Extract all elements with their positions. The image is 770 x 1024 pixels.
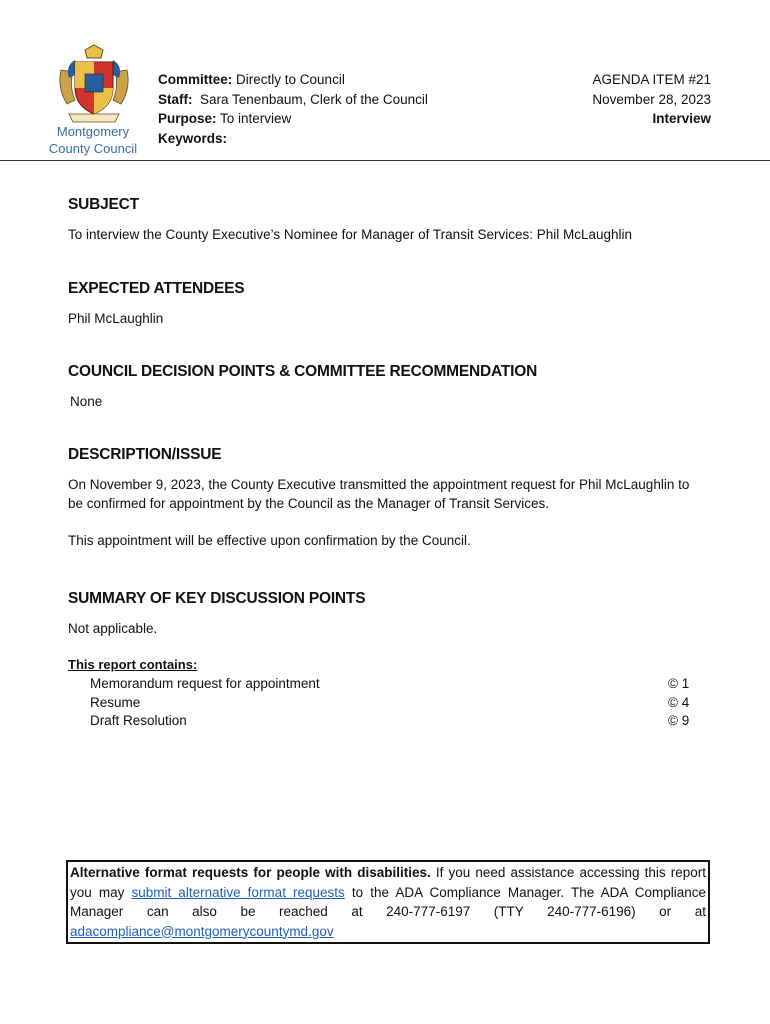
staff-line: Staff: Sara Tenenbaum, Clerk of the Council xyxy=(158,91,428,107)
logo-text-line1: Montgomery xyxy=(56,124,130,139)
list-item xyxy=(90,712,690,731)
attendees-text: Phil McLaughlin xyxy=(68,311,164,326)
county-seal-logo xyxy=(55,44,133,126)
keywords-line: Keywords: xyxy=(158,130,228,146)
ada-email-link[interactable]: adacompliance@montgomerycountymd.gov xyxy=(70,923,334,939)
contents-item-label: Draft Resolution xyxy=(90,713,187,728)
agenda-item-number: AGENDA ITEM #21 xyxy=(592,72,711,87)
subject-text: To interview the County Executive’s Nominee for Manager of Transit Services: Phil McLaughlin xyxy=(68,227,633,242)
subject-heading: SUBJECT xyxy=(68,196,139,213)
description-heading: DESCRIPTION/ISSUE xyxy=(68,446,222,463)
attendees-heading: EXPECTED ATTENDEES xyxy=(68,280,245,297)
meta-block xyxy=(158,70,428,148)
description-text: On November 9, 2023, the County Executive transmitted the appointment request for Phil McLaughlin to be confirmed for appointment by the Council as the Manager of Transit Services. xyxy=(68,477,690,511)
description-text-2: This appointment will be effective upon confirmation by the Council. xyxy=(68,533,471,548)
list-item xyxy=(90,694,690,713)
list-item xyxy=(90,675,690,694)
accessibility-notice xyxy=(66,860,710,944)
contents-item-page: © 4 xyxy=(668,694,690,710)
agenda-type: Interview xyxy=(652,111,711,126)
notice-text-1: If you need assistance accessing this report you may xyxy=(70,865,706,900)
contents-title: This report contains: xyxy=(68,657,198,672)
decision-text: None xyxy=(70,394,103,409)
purpose-line: Purpose: To interview xyxy=(158,111,292,126)
summary-heading: SUMMARY OF KEY DISCUSSION POINTS xyxy=(68,590,366,607)
contents-item-page: © 9 xyxy=(668,713,690,728)
notice-bold-text: Alternative format requests for people with disabilities. xyxy=(70,865,431,880)
agenda-block xyxy=(592,70,711,129)
summary-text: Not applicable. xyxy=(68,621,158,636)
logo-wordmark xyxy=(40,123,146,157)
contents-item-label: Resume xyxy=(90,694,141,710)
contents-item-label: Memorandum request for appointment xyxy=(90,676,320,691)
alternative-format-link[interactable]: submit alternative format requests xyxy=(131,884,345,900)
contents-list xyxy=(90,675,690,731)
committee-line: Committee: Directly to Council xyxy=(158,72,345,87)
notice-text-2: to the ADA Compliance Manager. The ADA Compliance Manager can also be reached at 240-777-6197 (TTY 240-777-6196) or at xyxy=(70,884,706,919)
decision-heading: COUNCIL DECISION POINTS & COMMITTEE RECOMMENDATION xyxy=(68,363,538,380)
agenda-date: November 28, 2023 xyxy=(592,91,711,107)
header-divider xyxy=(0,160,770,161)
logo-text-line2: County Council xyxy=(48,141,138,156)
contents-item-page: © 1 xyxy=(668,676,690,691)
